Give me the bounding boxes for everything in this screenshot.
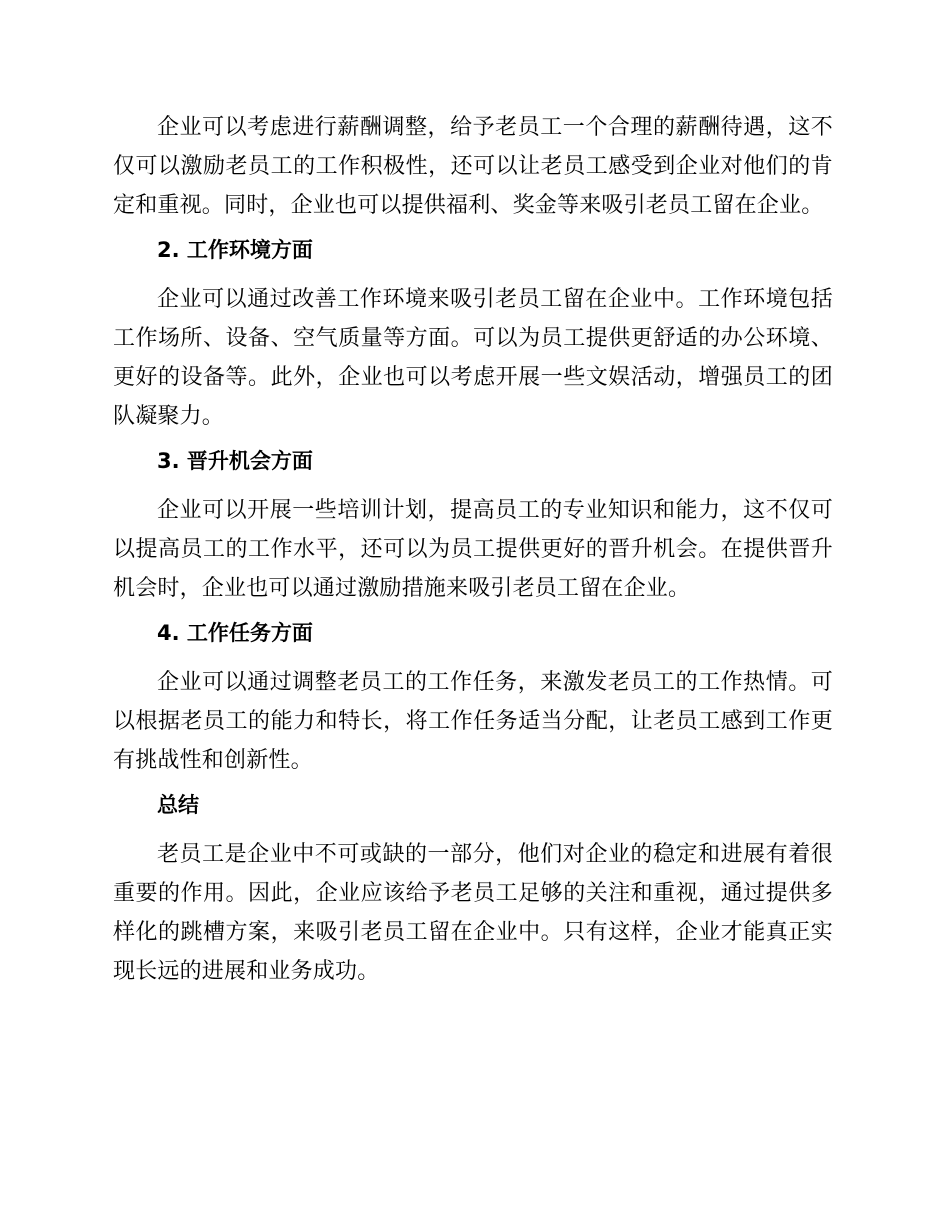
document-body [113, 108, 833, 1001]
section-heading-promotion: 3. 晋升机会方面 [157, 449, 313, 473]
section-heading-summary: 总结 [157, 793, 199, 817]
paragraph-summary: 老员工是企业中不可或缺的一部分，他们对企业的稳定和进展有着很重要的作用。因此，企业应该给予老员工足够的关注和重视，通过提供多样化的跳槽方案，来吸引老员工留在企业中。只有这样，企业才能真正实现长远的进展和业务成功。 [113, 842, 833, 984]
section-heading-work-tasks: 4. 工作任务方面 [157, 621, 313, 645]
paragraph-promotion: 企业可以开展一些培训计划，提高员工的专业知识和能力，这不仅可以提高员工的工作水平，还可以为员工提供更好的晋升机会。在提供晋升机会时，企业也可以通过激励措施来吸引老员工留在企业。 [113, 498, 833, 601]
paragraph-work-tasks: 企业可以通过调整老员工的工作任务，来激发老员工的工作热情。可以根据老员工的能力和特长，将工作任务适当分配，让老员工感到工作更有挑战性和创新性。 [113, 670, 833, 773]
paragraph-salary-adjustment: 企业可以考虑进行薪酬调整，给予老员工一个合理的薪酬待遇，这不仅可以激励老员工的工作积极性，还可以让老员工感受到企业对他们的肯定和重视。同时，企业也可以提供福利、奖金等来吸引老员工留在企业。 [113, 115, 833, 218]
paragraph-work-environment: 企业可以通过改善工作环境来吸引老员工留在企业中。工作环境包括工作场所、设备、空气质量等方面。可以为员工提供更舒适的办公环境、更好的设备等。此外，企业也可以考虑开展一些文娱活动，增强员工的团队凝聚力。 [113, 287, 833, 429]
section-heading-work-environment: 2. 工作环境方面 [157, 238, 313, 262]
